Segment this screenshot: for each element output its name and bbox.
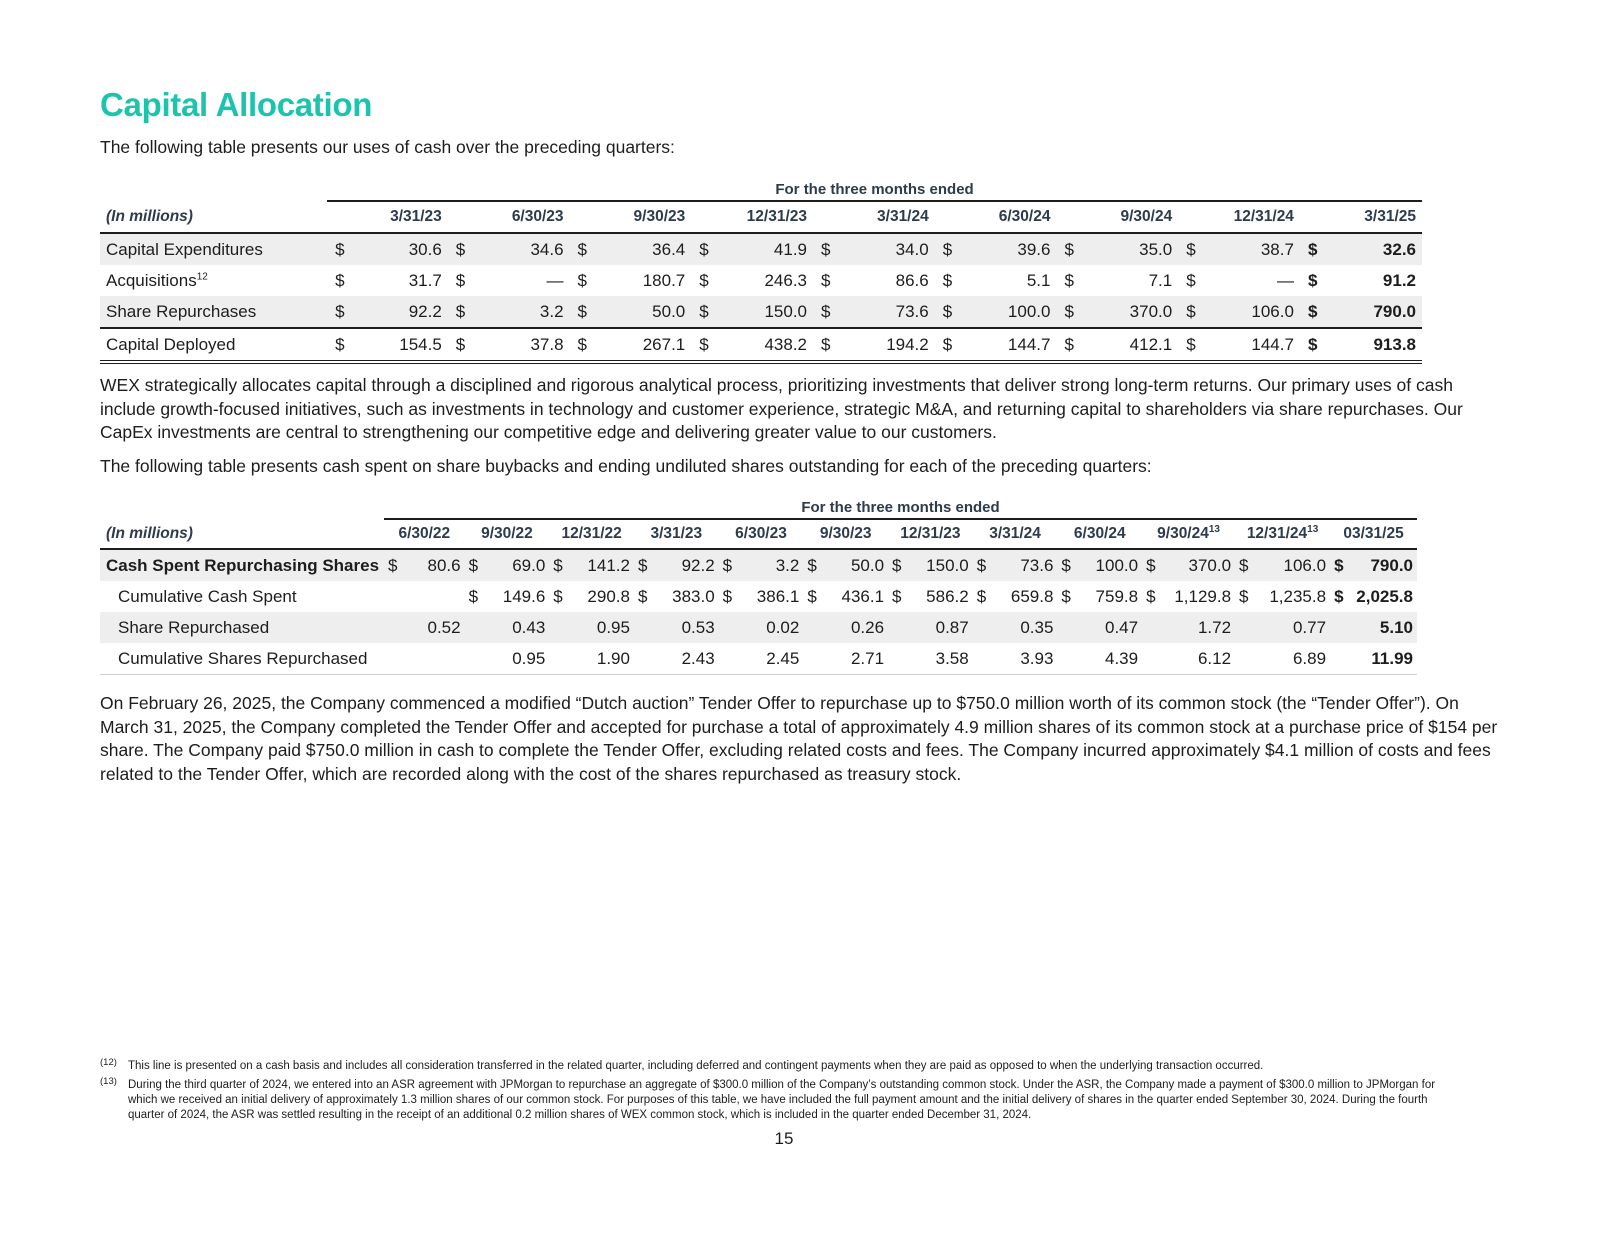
currency-symbol: $ — [448, 233, 479, 265]
cell-value: 0.35 — [973, 612, 1058, 643]
table-group-header-row — [100, 496, 1417, 519]
cell-money — [807, 587, 884, 607]
cell-money — [723, 587, 800, 607]
currency-symbol: $ — [448, 296, 479, 328]
currency-symbol: $ — [722, 555, 733, 575]
table-row — [100, 612, 1417, 643]
currency-symbol: $ — [468, 586, 479, 606]
cell-value: 41.9 — [722, 233, 813, 265]
column-header — [1057, 519, 1142, 549]
cell-value — [973, 549, 1058, 581]
column-header: 9/30/23 — [570, 201, 692, 233]
cell-value: 370.0 — [1087, 296, 1178, 328]
unit-label: (In millions) — [100, 201, 327, 233]
currency-symbol: $ — [1239, 555, 1249, 575]
currency-symbol: $ — [448, 328, 479, 362]
cell-value: 438.2 — [722, 328, 813, 362]
cell-money — [1334, 556, 1413, 576]
currency-symbol: $ — [327, 296, 358, 328]
amount: 106.0 — [1283, 555, 1327, 575]
cell-value: 3.93 — [973, 643, 1058, 675]
cell-value: 7.1 — [1148, 270, 1173, 290]
table-row — [100, 328, 1422, 362]
cell-money — [553, 587, 630, 607]
amount: 790.0 — [1370, 555, 1413, 575]
cell-value: 32.6 — [1331, 233, 1422, 265]
cell-value: 0.02 — [719, 612, 804, 643]
currency-symbol: $ — [1300, 233, 1331, 265]
column-header — [634, 519, 719, 549]
cell-value: 267.1 — [600, 328, 691, 362]
table-row — [100, 581, 1417, 612]
cell-money — [469, 556, 546, 576]
cell-value — [465, 581, 550, 612]
currency-symbol: $ — [813, 328, 844, 362]
unit-label: (In millions) — [100, 519, 384, 549]
table-row — [100, 265, 1422, 296]
cell-value: 0.43 — [465, 612, 550, 643]
cell-money — [723, 556, 800, 576]
column-header — [803, 519, 888, 549]
column-header — [465, 519, 550, 549]
page-number: 15 — [774, 1129, 794, 1148]
cell-value — [384, 581, 465, 612]
currency-symbol: $ — [813, 233, 844, 265]
column-header: 6/30/24 — [935, 201, 1057, 233]
amount: 141.2 — [587, 555, 630, 575]
currency-symbol: $ — [1061, 586, 1071, 606]
cell-value — [384, 643, 465, 675]
currency-symbol: $ — [1300, 328, 1331, 362]
column-header: 6/30/23 — [448, 201, 570, 233]
footnote-ref: 13 — [1307, 524, 1319, 536]
amount: 386.1 — [756, 586, 800, 606]
cell-value: 246.3 — [764, 270, 807, 290]
amount: 383.0 — [672, 586, 715, 606]
currency-symbol: $ — [1056, 233, 1087, 265]
cell-value: 3.58 — [888, 643, 973, 675]
currency-symbol: $ — [637, 555, 648, 575]
currency-symbol: $ — [892, 586, 902, 606]
cell-value: 39.6 — [965, 233, 1056, 265]
table-column-header-row — [100, 201, 1422, 233]
currency-symbol: $ — [813, 296, 844, 328]
footnote-ref: 13 — [1208, 524, 1220, 536]
currency-symbol: $ — [722, 586, 733, 606]
footnote-marker: (12) — [100, 1057, 117, 1068]
cell-value: 0.95 — [465, 643, 550, 675]
currency-symbol: $ — [935, 296, 966, 328]
currency-symbol: $ — [1146, 555, 1156, 575]
cell-money — [638, 587, 715, 607]
row-label: Cumulative Cash Spent — [118, 586, 297, 606]
cell-money — [1061, 556, 1138, 576]
column-header: 12/31/23 — [691, 201, 813, 233]
amount: 50.0 — [850, 555, 885, 575]
cell-money — [553, 556, 630, 576]
table-row — [100, 233, 1422, 265]
column-header-text: 12/31/23 — [900, 525, 961, 542]
cell-value — [1330, 581, 1417, 612]
cell-money — [1061, 587, 1138, 607]
cell-value: 5.1 — [1026, 270, 1051, 290]
amount: 92.2 — [681, 555, 715, 575]
row-label-text: Share Repurchases — [106, 301, 257, 321]
currency-symbol: $ — [577, 270, 587, 290]
intro-paragraph: The following table presents our uses of cash over the preceding quarters: — [100, 137, 675, 157]
cell-value: 34.0 — [844, 233, 935, 265]
cell-money — [1334, 587, 1413, 607]
amount: 290.8 — [587, 586, 630, 606]
currency-symbol: $ — [570, 233, 601, 265]
cell-value: 1.90 — [549, 643, 634, 675]
currency-symbol: $ — [1307, 270, 1318, 290]
column-header: 12/31/24 — [1178, 201, 1300, 233]
amount: 80.6 — [427, 555, 461, 575]
cell-value: 106.0 — [1209, 296, 1300, 328]
cell-value: 5.10 — [1330, 612, 1417, 643]
column-header-text: 03/31/25 — [1343, 525, 1404, 542]
cell-value: 86.6 — [895, 270, 929, 290]
column-header: 9/30/24 — [1056, 201, 1178, 233]
column-header — [973, 519, 1058, 549]
footnote-12 — [100, 1059, 1445, 1074]
cell-value: 144.7 — [965, 328, 1056, 362]
column-header-text: 9/30/23 — [819, 525, 872, 542]
cell-value: 150.0 — [722, 296, 813, 328]
amount: 436.1 — [841, 586, 885, 606]
column-header-text: 12/31/22 — [561, 525, 622, 542]
amount: 150.0 — [926, 555, 969, 575]
currency-symbol: $ — [1056, 328, 1087, 362]
cell-value: 0.47 — [1057, 612, 1142, 643]
cell-value: 412.1 — [1087, 328, 1178, 362]
cell-value: 180.7 — [642, 270, 686, 290]
cell-value: 37.8 — [478, 328, 569, 362]
cell-value — [1057, 549, 1142, 581]
currency-symbol: $ — [691, 296, 722, 328]
cell-money — [1146, 587, 1231, 607]
tender-offer-paragraph: On February 26, 2025, the Company commenced a modified “Dutch auction” Tender Offer to repurchase up to $750.0 million worth of its common stock (the “Tender Offer”). On March 31, 2025, the Company completed the Tender Offer and accepted for purchase a total of approximately 4.9 million shares of its common stock at a purchase price of $154 per share. The Company paid $750.0 million in cash to complete the Tender Offer, excluding related costs and fees. The Company incurred approximately $4.1 million of costs and fees related to the Tender Offer, which are recorded along with the cost of the shares repurchased as treasury stock. — [100, 693, 1498, 784]
cell-value: 0.26 — [803, 612, 888, 643]
footnote-13 — [100, 1078, 1445, 1123]
currency-symbol: $ — [807, 555, 817, 575]
cell-value — [1142, 581, 1235, 612]
cell-value — [803, 549, 888, 581]
cell-money — [1146, 556, 1231, 576]
cell-value: 913.8 — [1331, 328, 1422, 362]
table-corner — [100, 178, 327, 201]
currency-symbol: $ — [807, 586, 817, 606]
cell-value — [384, 549, 465, 581]
cell-money — [1239, 587, 1326, 607]
share-buyback-table — [100, 496, 1417, 675]
cell-money — [977, 556, 1054, 576]
currency-symbol: $ — [1061, 555, 1071, 575]
cell-value: 3.2 — [478, 296, 569, 328]
cell-value — [1235, 549, 1330, 581]
currency-symbol: $ — [1146, 586, 1156, 606]
currency-symbol: $ — [455, 270, 466, 290]
currency-symbol: $ — [1064, 270, 1074, 290]
cell-value: 0.53 — [634, 612, 719, 643]
currency-symbol: $ — [976, 555, 987, 575]
amount: 2,025.8 — [1356, 586, 1413, 606]
group-header: For the three months ended — [327, 178, 1422, 201]
column-header-text: 12/31/24 — [1246, 525, 1308, 543]
currency-symbol: $ — [1334, 586, 1344, 606]
column-header-text: 6/30/22 — [398, 525, 451, 542]
currency-symbol: $ — [1178, 296, 1209, 328]
cell-value: 30.6 — [358, 233, 448, 265]
currency-symbol: $ — [553, 555, 563, 575]
cell-value: 154.5 — [358, 328, 448, 362]
row-label — [100, 265, 327, 296]
amount: 149.6 — [502, 586, 546, 606]
currency-symbol: $ — [1056, 296, 1087, 328]
amount: 1,129.8 — [1174, 586, 1232, 606]
cell-value — [888, 549, 973, 581]
row-label-text: Capital Expenditures — [106, 239, 263, 259]
column-header — [719, 519, 804, 549]
footnote-ref: 12 — [196, 270, 208, 282]
cell-value — [465, 549, 550, 581]
currency-symbol: $ — [821, 270, 831, 290]
currency-symbol: $ — [570, 328, 601, 362]
cell-value: 0.52 — [384, 612, 465, 643]
amount: 586.2 — [926, 586, 969, 606]
column-header — [549, 519, 634, 549]
buyback-intro-paragraph: The following table presents cash spent on share buybacks and ending undiluted shares outstanding for each of the preceding quarters: — [100, 456, 1152, 476]
table-row — [100, 549, 1417, 581]
cell-value: 31.7 — [408, 270, 442, 290]
currency-symbol: $ — [327, 328, 358, 362]
cell-money — [1239, 556, 1326, 576]
currency-symbol: $ — [553, 586, 563, 606]
table-row — [100, 296, 1422, 328]
footnote-marker: (13) — [100, 1076, 117, 1087]
cell-money — [807, 556, 884, 576]
cell-value: 34.6 — [478, 233, 569, 265]
table-corner — [100, 496, 384, 519]
cell-value — [1142, 549, 1235, 581]
cell-value: 92.2 — [358, 296, 448, 328]
column-header — [384, 519, 465, 549]
cell-value — [973, 581, 1058, 612]
capital-uses-table — [100, 178, 1422, 364]
amount: 69.0 — [512, 555, 546, 575]
currency-symbol: $ — [691, 233, 722, 265]
cell-value: 2.71 — [803, 643, 888, 675]
cell-value: 35.0 — [1087, 233, 1178, 265]
row-label: Share Repurchased — [100, 612, 384, 643]
cell-value: 144.7 — [1209, 328, 1300, 362]
group-header: For the three months ended — [384, 496, 1417, 519]
cell-value — [634, 549, 719, 581]
column-header-text: 6/30/24 — [1073, 525, 1126, 542]
currency-symbol: $ — [1186, 270, 1196, 290]
column-header-text: 6/30/23 — [735, 525, 787, 542]
page-title: Capital Allocation — [100, 86, 373, 123]
currency-symbol: $ — [1239, 586, 1249, 606]
cell-value: 0.87 — [888, 612, 973, 643]
cell-value: 6.89 — [1235, 643, 1330, 675]
cell-value: 2.45 — [719, 643, 804, 675]
cell-value: 790.0 — [1331, 296, 1422, 328]
cell-money — [892, 587, 969, 607]
amount: 3.2 — [775, 555, 800, 575]
row-label — [100, 328, 327, 362]
currency-symbol: $ — [892, 555, 902, 575]
cell-money — [977, 587, 1054, 607]
footnote-text: This line is presented on a cash basis and includes all consideration transferred in the related quarter, including deferred and contingent payments when they are paid as opposed to when the underlying transaction occurred. — [128, 1060, 1264, 1072]
cell-money — [469, 587, 546, 607]
amount: 1,235.8 — [1269, 586, 1327, 606]
column-header-text: 3/31/24 — [989, 525, 1041, 542]
currency-symbol: $ — [637, 586, 648, 606]
cell-money — [638, 556, 715, 576]
cell-value: 6.12 — [1142, 643, 1235, 675]
row-label — [100, 233, 327, 265]
column-header-text: 3/31/23 — [650, 525, 703, 542]
cell-value: 36.4 — [600, 233, 691, 265]
cell-value — [888, 581, 973, 612]
footnote-text: During the third quarter of 2024, we entered into an ASR agreement with JPMorgan to repurchase an aggregate of $300.0 million of the Company’s outstanding common stock. Under the ASR, the Company made a payment of $300.0 million to JPMorgan for which we received an initial delivery of approximately 1.3 million shares of our common stock. For purposes of this table, we have included the full payment amount and the initial delivery of shares in the quarter ended September 30, 2024. During the fourth quarter of 2024, the ASR was settled resulting in the receipt of an additional 0.2 million shares of WEX common stock, which is included in the quarter ended December 31, 2024. — [128, 1079, 1436, 1121]
table-row — [100, 643, 1417, 675]
cell-value — [634, 581, 719, 612]
cell-value — [803, 581, 888, 612]
amount: 73.6 — [1020, 555, 1054, 575]
cell-value: 0.95 — [549, 612, 634, 643]
amount: 759.8 — [1095, 586, 1139, 606]
currency-symbol: $ — [327, 233, 358, 265]
cell-value: 2.43 — [634, 643, 719, 675]
currency-symbol: $ — [691, 328, 722, 362]
cell-value — [1235, 581, 1330, 612]
cell-value: — — [1276, 270, 1294, 290]
cell-value — [549, 549, 634, 581]
cell-value: 4.39 — [1057, 643, 1142, 675]
cell-value: — — [546, 270, 564, 290]
currency-symbol: $ — [1178, 328, 1209, 362]
cell-value — [1057, 581, 1142, 612]
column-header: 3/31/24 — [813, 201, 935, 233]
column-header: 3/31/25 — [1300, 201, 1422, 233]
currency-symbol: $ — [570, 296, 601, 328]
amount: 659.8 — [1010, 586, 1054, 606]
cell-value — [719, 581, 804, 612]
row-label-text: Acquisitions — [106, 270, 197, 290]
cell-value — [719, 549, 804, 581]
column-header — [1142, 519, 1235, 549]
document-page — [100, 0, 1510, 1236]
currency-symbol: $ — [976, 586, 987, 606]
row-label-text: Capital Deployed — [106, 334, 236, 354]
row-label: Cumulative Shares Repurchased — [100, 643, 384, 675]
table-column-header-row — [100, 519, 1417, 549]
cell-value: 38.7 — [1209, 233, 1300, 265]
table-group-header-row — [100, 178, 1422, 201]
column-header: 3/31/23 — [327, 201, 448, 233]
row-label — [100, 296, 327, 328]
currency-symbol: $ — [1334, 555, 1344, 575]
cell-value: 1.72 — [1142, 612, 1235, 643]
cell-value — [549, 581, 634, 612]
cell-value: 73.6 — [844, 296, 935, 328]
currency-symbol: $ — [1300, 296, 1331, 328]
currency-symbol: $ — [935, 328, 966, 362]
cell-value — [1330, 549, 1417, 581]
row-label: Cash Spent Repurchasing Shares — [100, 549, 384, 581]
currency-symbol: $ — [335, 270, 345, 290]
currency-symbol: $ — [468, 555, 479, 575]
cell-value: 194.2 — [844, 328, 935, 362]
cell-value: 100.0 — [965, 296, 1056, 328]
currency-symbol: $ — [699, 270, 709, 290]
column-header-text: 9/30/24 — [1157, 525, 1209, 543]
amount: 100.0 — [1095, 555, 1139, 575]
capital-strategy-paragraph: WEX strategically allocates capital through a disciplined and rigorous analytical process, prioritizing investments that deliver strong long-term returns. Our primary uses of cash include growth-focused initiatives, such as investments in technology and customer experience, strategic M&A, and returning capital to shareholders via share repurchases. Our CapEx investments are central to strengthening our competitive edge and delivering greater value to our customers. — [100, 375, 1463, 442]
currency-symbol: $ — [935, 233, 966, 265]
cell-value: 11.99 — [1330, 643, 1417, 675]
column-header — [1235, 519, 1330, 549]
column-header — [888, 519, 973, 549]
cell-money — [388, 556, 461, 576]
amount: 370.0 — [1188, 555, 1232, 575]
currency-symbol: $ — [942, 270, 953, 290]
cell-money — [892, 556, 969, 576]
column-header — [1330, 519, 1417, 549]
column-header-text: 9/30/22 — [481, 525, 533, 542]
currency-symbol: $ — [388, 555, 398, 575]
cell-value: 0.77 — [1235, 612, 1330, 643]
cell-value: 50.0 — [600, 296, 691, 328]
currency-symbol: $ — [1178, 233, 1209, 265]
cell-value: 91.2 — [1382, 270, 1416, 290]
